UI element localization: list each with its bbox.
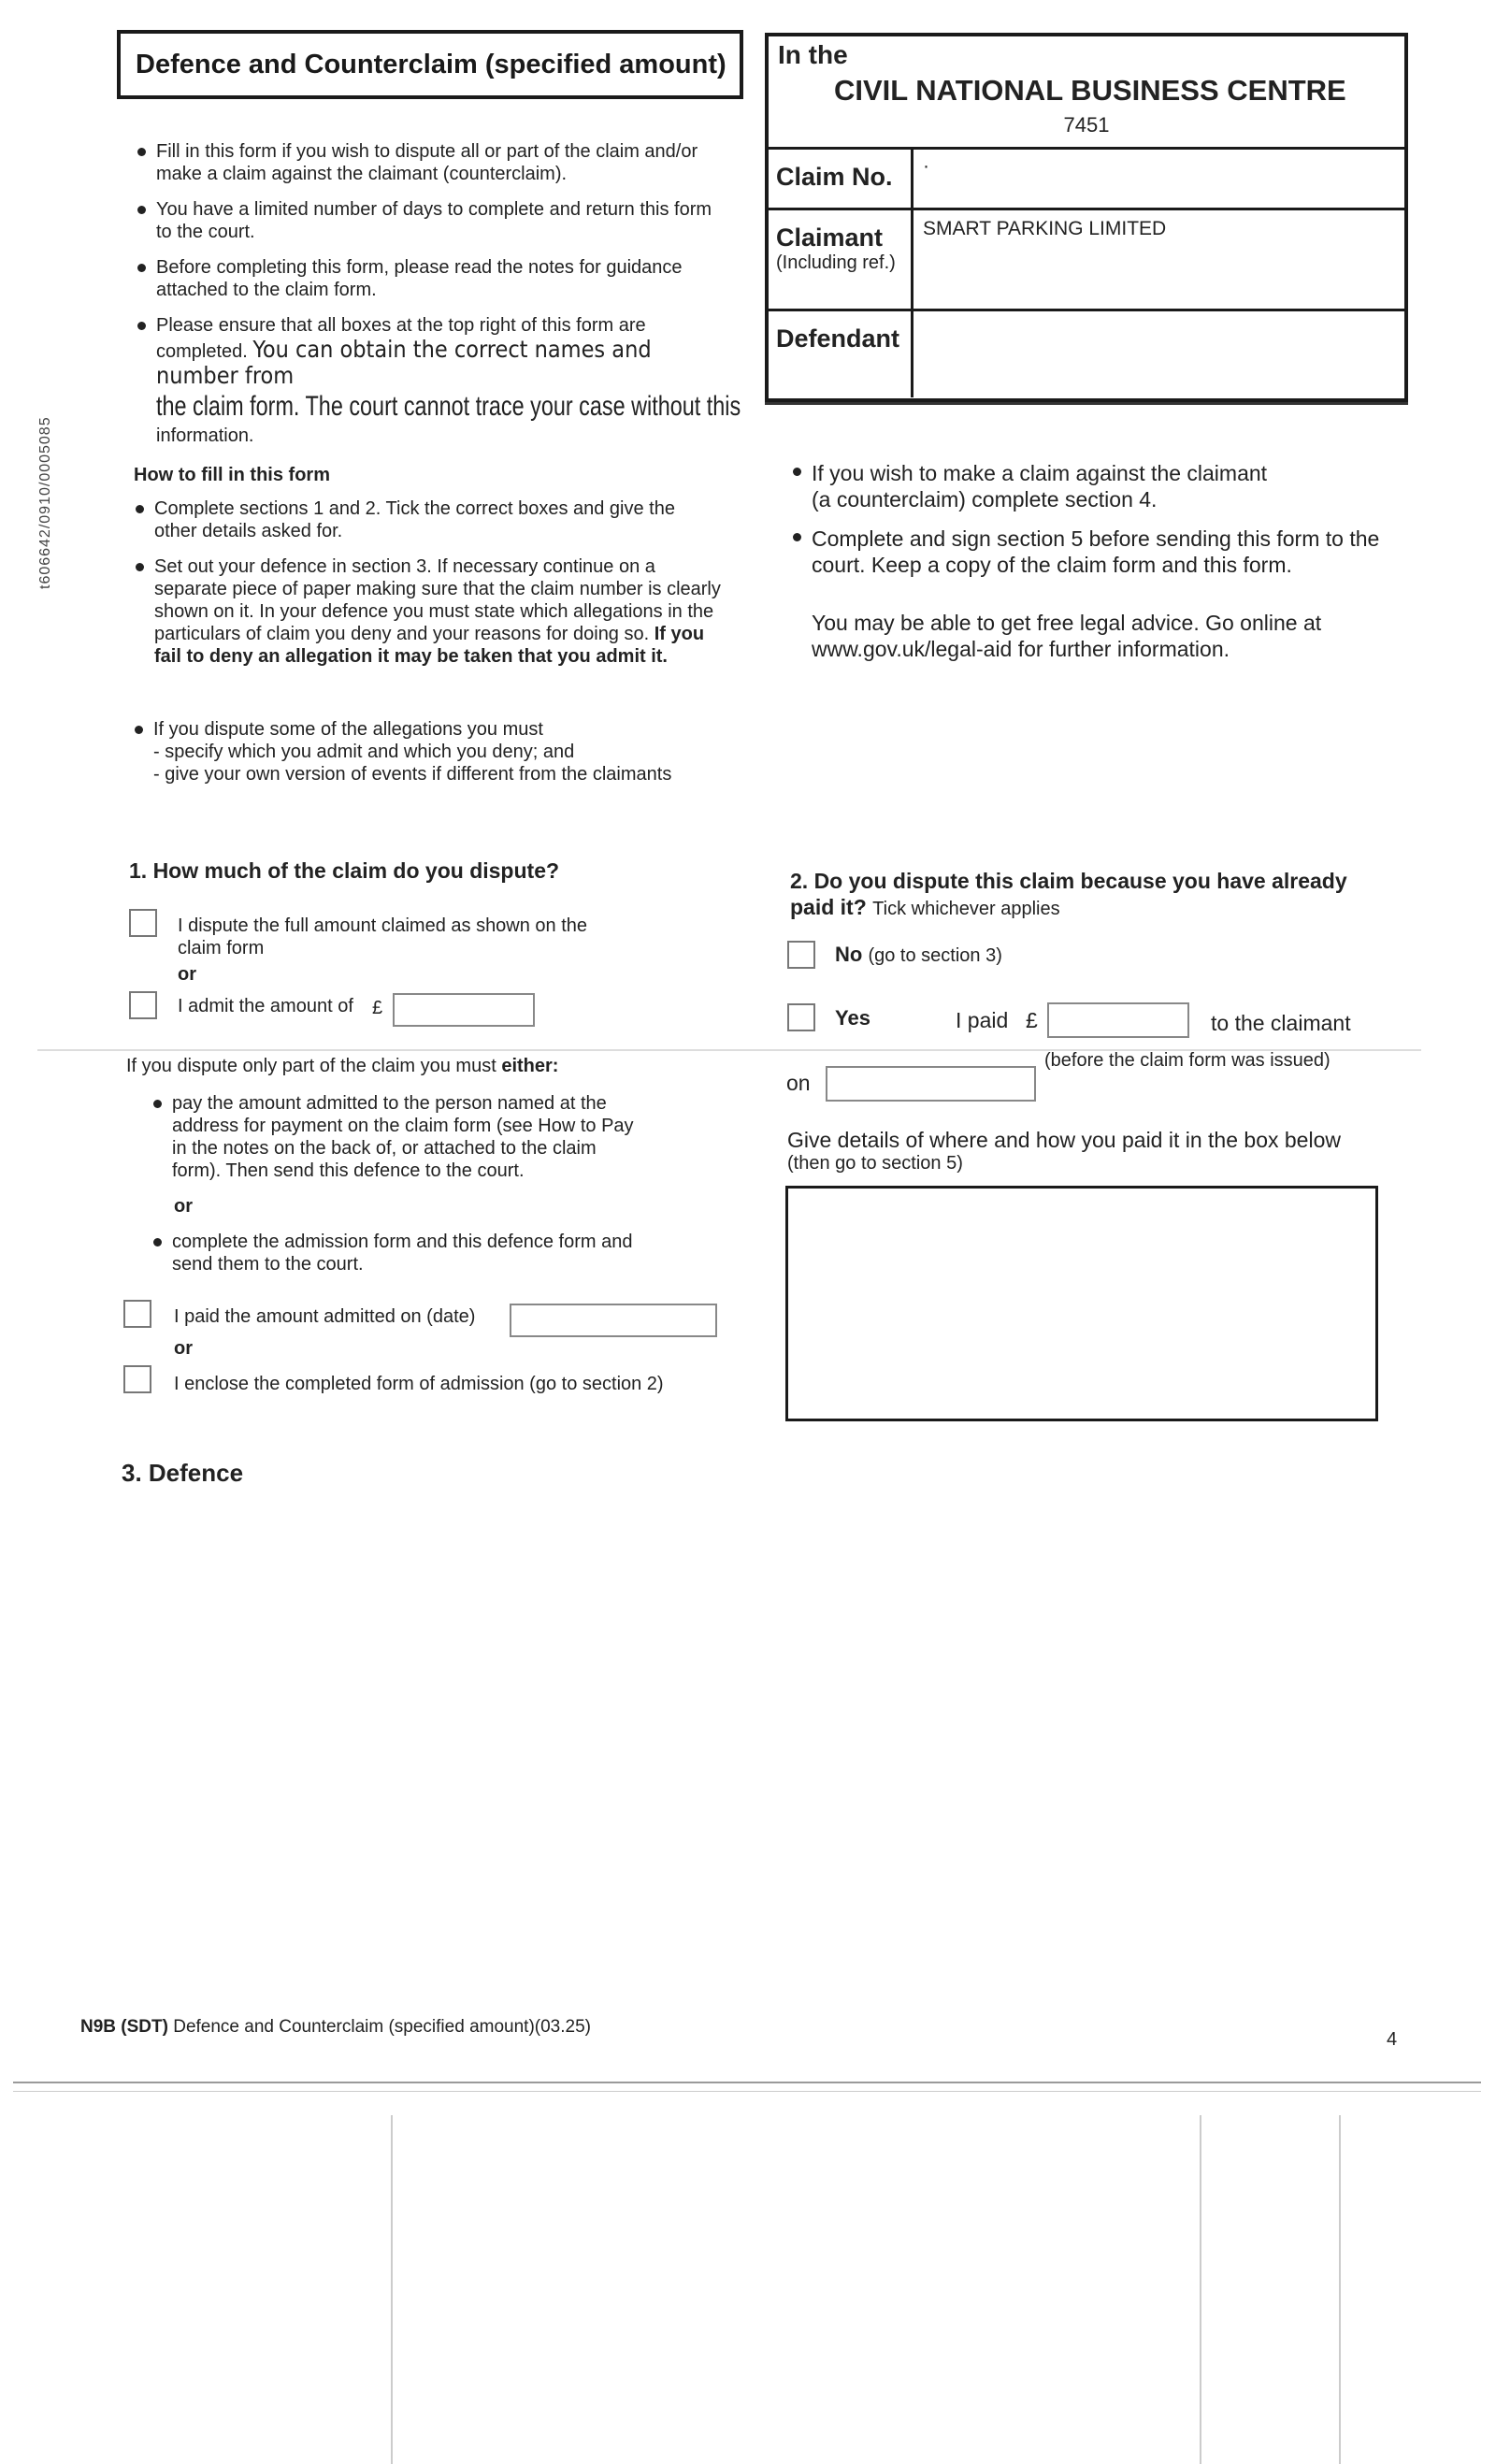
or-label: or	[178, 964, 196, 985]
defendant-label: Defendant	[769, 311, 913, 397]
how-bullet: Complete sections 1 and 2. Tick the correct boxes and give the other details asked for.	[134, 497, 723, 542]
intro-bullet-text: the claim form. The court cannot trace your case without this	[156, 391, 741, 422]
court-details-box	[765, 33, 1408, 402]
dispute-bullet	[133, 718, 731, 785]
yes-label: Yes	[835, 1006, 870, 1030]
defence-text-area[interactable]	[120, 1496, 1387, 1982]
next-page-rule	[1339, 2115, 1341, 2464]
right-bullet-line: (a counterclaim) complete section 4.	[812, 487, 1158, 512]
paid-admitted-label: I paid the amount admitted on (date)	[174, 1306, 476, 1327]
dispute-line: - specify which you admit and which you deny; and	[153, 742, 575, 762]
no-note: (go to section 3)	[868, 945, 1002, 966]
currency-symbol: £	[372, 998, 383, 1018]
next-page-rule	[391, 2115, 393, 2464]
part-dispute-either: either:	[501, 1056, 559, 1076]
next-page-rule	[1200, 2115, 1201, 2464]
intro-bullet: Fill in this form if you wish to dispute all or part of the claim and/or make a claim against the claimant (counterclaim).	[136, 140, 725, 185]
legal-advice-line: You may be able to get free legal advice. Go online at	[812, 611, 1322, 635]
legal-advice-line: www.gov.uk/legal-aid for further information.	[812, 637, 1230, 661]
intro-bullet	[136, 314, 741, 447]
footer-title: Defence and Counterclaim (specified amount)(03.25)	[173, 2017, 591, 2037]
in-the-label: In the	[778, 40, 848, 69]
right-bullet-line: If you wish to make a claim against the claimant	[812, 461, 1268, 485]
defendant-field[interactable]	[913, 311, 1404, 397]
how-to-fill-instructions	[134, 497, 723, 681]
to-claimant-label: to the claimant	[1211, 1011, 1351, 1035]
or-label: or	[174, 1338, 193, 1359]
paid-amount-field[interactable]	[1047, 1002, 1189, 1038]
defendant-row	[769, 311, 1404, 397]
intro-bullet-text: Please ensure that all boxes at the top right of this form are completed.	[156, 315, 646, 362]
section1-heading: 1. How much of the claim do you dispute?	[129, 858, 560, 883]
paid-on-date-field[interactable]	[826, 1066, 1036, 1102]
enclose-admission-checkbox[interactable]	[123, 1365, 151, 1393]
section2-heading: 2. Do you dispute this claim because you have already paid it?	[790, 869, 1347, 919]
court-header	[769, 36, 1404, 150]
how-bullet	[134, 555, 723, 668]
page-number: 4	[1387, 2029, 1398, 2050]
form-footer	[80, 2017, 591, 2038]
enclose-admission-label: I enclose the completed form of admission (go to section 2)	[174, 1374, 664, 1394]
claimant-label: Claimant	[776, 223, 884, 252]
how-to-fill-heading: How to fill in this form	[134, 465, 330, 485]
part-dispute-text: If you dispute only part of the claim you must	[126, 1056, 496, 1076]
right-bullet	[791, 460, 1389, 512]
intro-bullet-text: information.	[156, 425, 254, 446]
intro-bullet: You have a limited number of days to complete and return this form to the court.	[136, 198, 725, 243]
paid-admitted-checkbox[interactable]	[123, 1300, 151, 1328]
part-dispute-option: pay the amount admitted to the person named at the address for payment on the claim form (see How to Pay in the notes on the back of, or attached to the claim form). Then send this defence to the court.	[151, 1092, 638, 1182]
claimant-sublabel: (Including ref.)	[776, 252, 896, 273]
payment-details-note: (then go to section 5)	[787, 1153, 963, 1174]
before-claim-note: (before the claim form was issued)	[1044, 1050, 1331, 1071]
section2-heading-block	[790, 868, 1388, 922]
part-dispute-options	[151, 1092, 638, 1289]
admitted-amount-field[interactable]	[393, 993, 535, 1027]
footer-code: N9B (SDT)	[80, 2017, 168, 2037]
intro-bullet: Before completing this form, please read the notes for guidance attached to the claim form.	[136, 256, 725, 301]
claimant-row	[769, 210, 1404, 311]
already-paid-yes-checkbox[interactable]	[787, 1003, 815, 1031]
dispute-instructions	[133, 718, 731, 799]
intro-bullet-text: You can obtain the correct names and number from	[156, 336, 652, 389]
form-reference-code: t606642/0910/0005085	[37, 416, 53, 589]
claim-no-row	[769, 150, 1404, 210]
dispute-line: - give your own version of events if different from the claimants	[153, 764, 672, 785]
court-name: CIVIL NATIONAL BUSINESS CENTRE	[834, 74, 1346, 107]
no-label: No	[835, 943, 863, 966]
i-paid-label: I paid	[956, 1008, 1009, 1032]
court-code: 7451	[1063, 113, 1110, 137]
part-dispute-option: complete the admission form and this defence form and send them to the court.	[151, 1231, 638, 1275]
dispute-full-label: I dispute the full amount claimed as shown on the claim form	[178, 915, 588, 958]
page-tear-line	[13, 2091, 1481, 2092]
on-label: on	[786, 1071, 811, 1095]
dispute-line: If you dispute some of the allegations you must	[153, 719, 543, 740]
admit-amount-checkbox[interactable]	[129, 991, 157, 1019]
payment-details-textarea[interactable]	[785, 1186, 1378, 1421]
currency-symbol: £	[1026, 1008, 1038, 1032]
claim-no-field[interactable]: ·	[923, 155, 929, 177]
form-title: Defence and Counterclaim (specified amount)	[117, 30, 743, 99]
intro-instructions	[136, 140, 741, 460]
right-bullet: Complete and sign section 5 before sending this form to the court. Keep a copy of the claim form and this form.	[791, 526, 1389, 578]
part-dispute-intro	[126, 1055, 558, 1077]
no-option	[835, 943, 1002, 967]
section3-heading: 3. Defence	[122, 1459, 244, 1487]
paid-date-field[interactable]	[510, 1304, 717, 1337]
how-bullet-bold: If you fail to deny an allegation it may be taken that you admit it.	[154, 624, 705, 667]
claimant-label-cell	[769, 210, 913, 309]
page-tear-line	[13, 2082, 1481, 2083]
claimant-field[interactable]: SMART PARKING LIMITED	[923, 218, 1167, 239]
or-label: or	[174, 1196, 193, 1217]
admit-amount-label: I admit the amount of	[178, 996, 353, 1016]
payment-details-instruction: Give details of where and how you paid it in the box below	[787, 1128, 1341, 1152]
section2-tick-note: Tick whichever applies	[872, 899, 1060, 919]
legal-advice-note	[812, 610, 1391, 662]
already-paid-no-checkbox[interactable]	[787, 941, 815, 969]
counterclaim-instructions	[791, 460, 1389, 591]
how-bullet-text: Set out your defence in section 3. If necessary continue on a separate piece of paper making sure that the claim number is clearly shown on it. In your defence you must state which allegations in the particulars of claim you deny and your reasons for doing so.	[154, 556, 721, 644]
dispute-full-checkbox[interactable]	[129, 909, 157, 937]
claim-no-label: Claim No.	[769, 150, 913, 208]
